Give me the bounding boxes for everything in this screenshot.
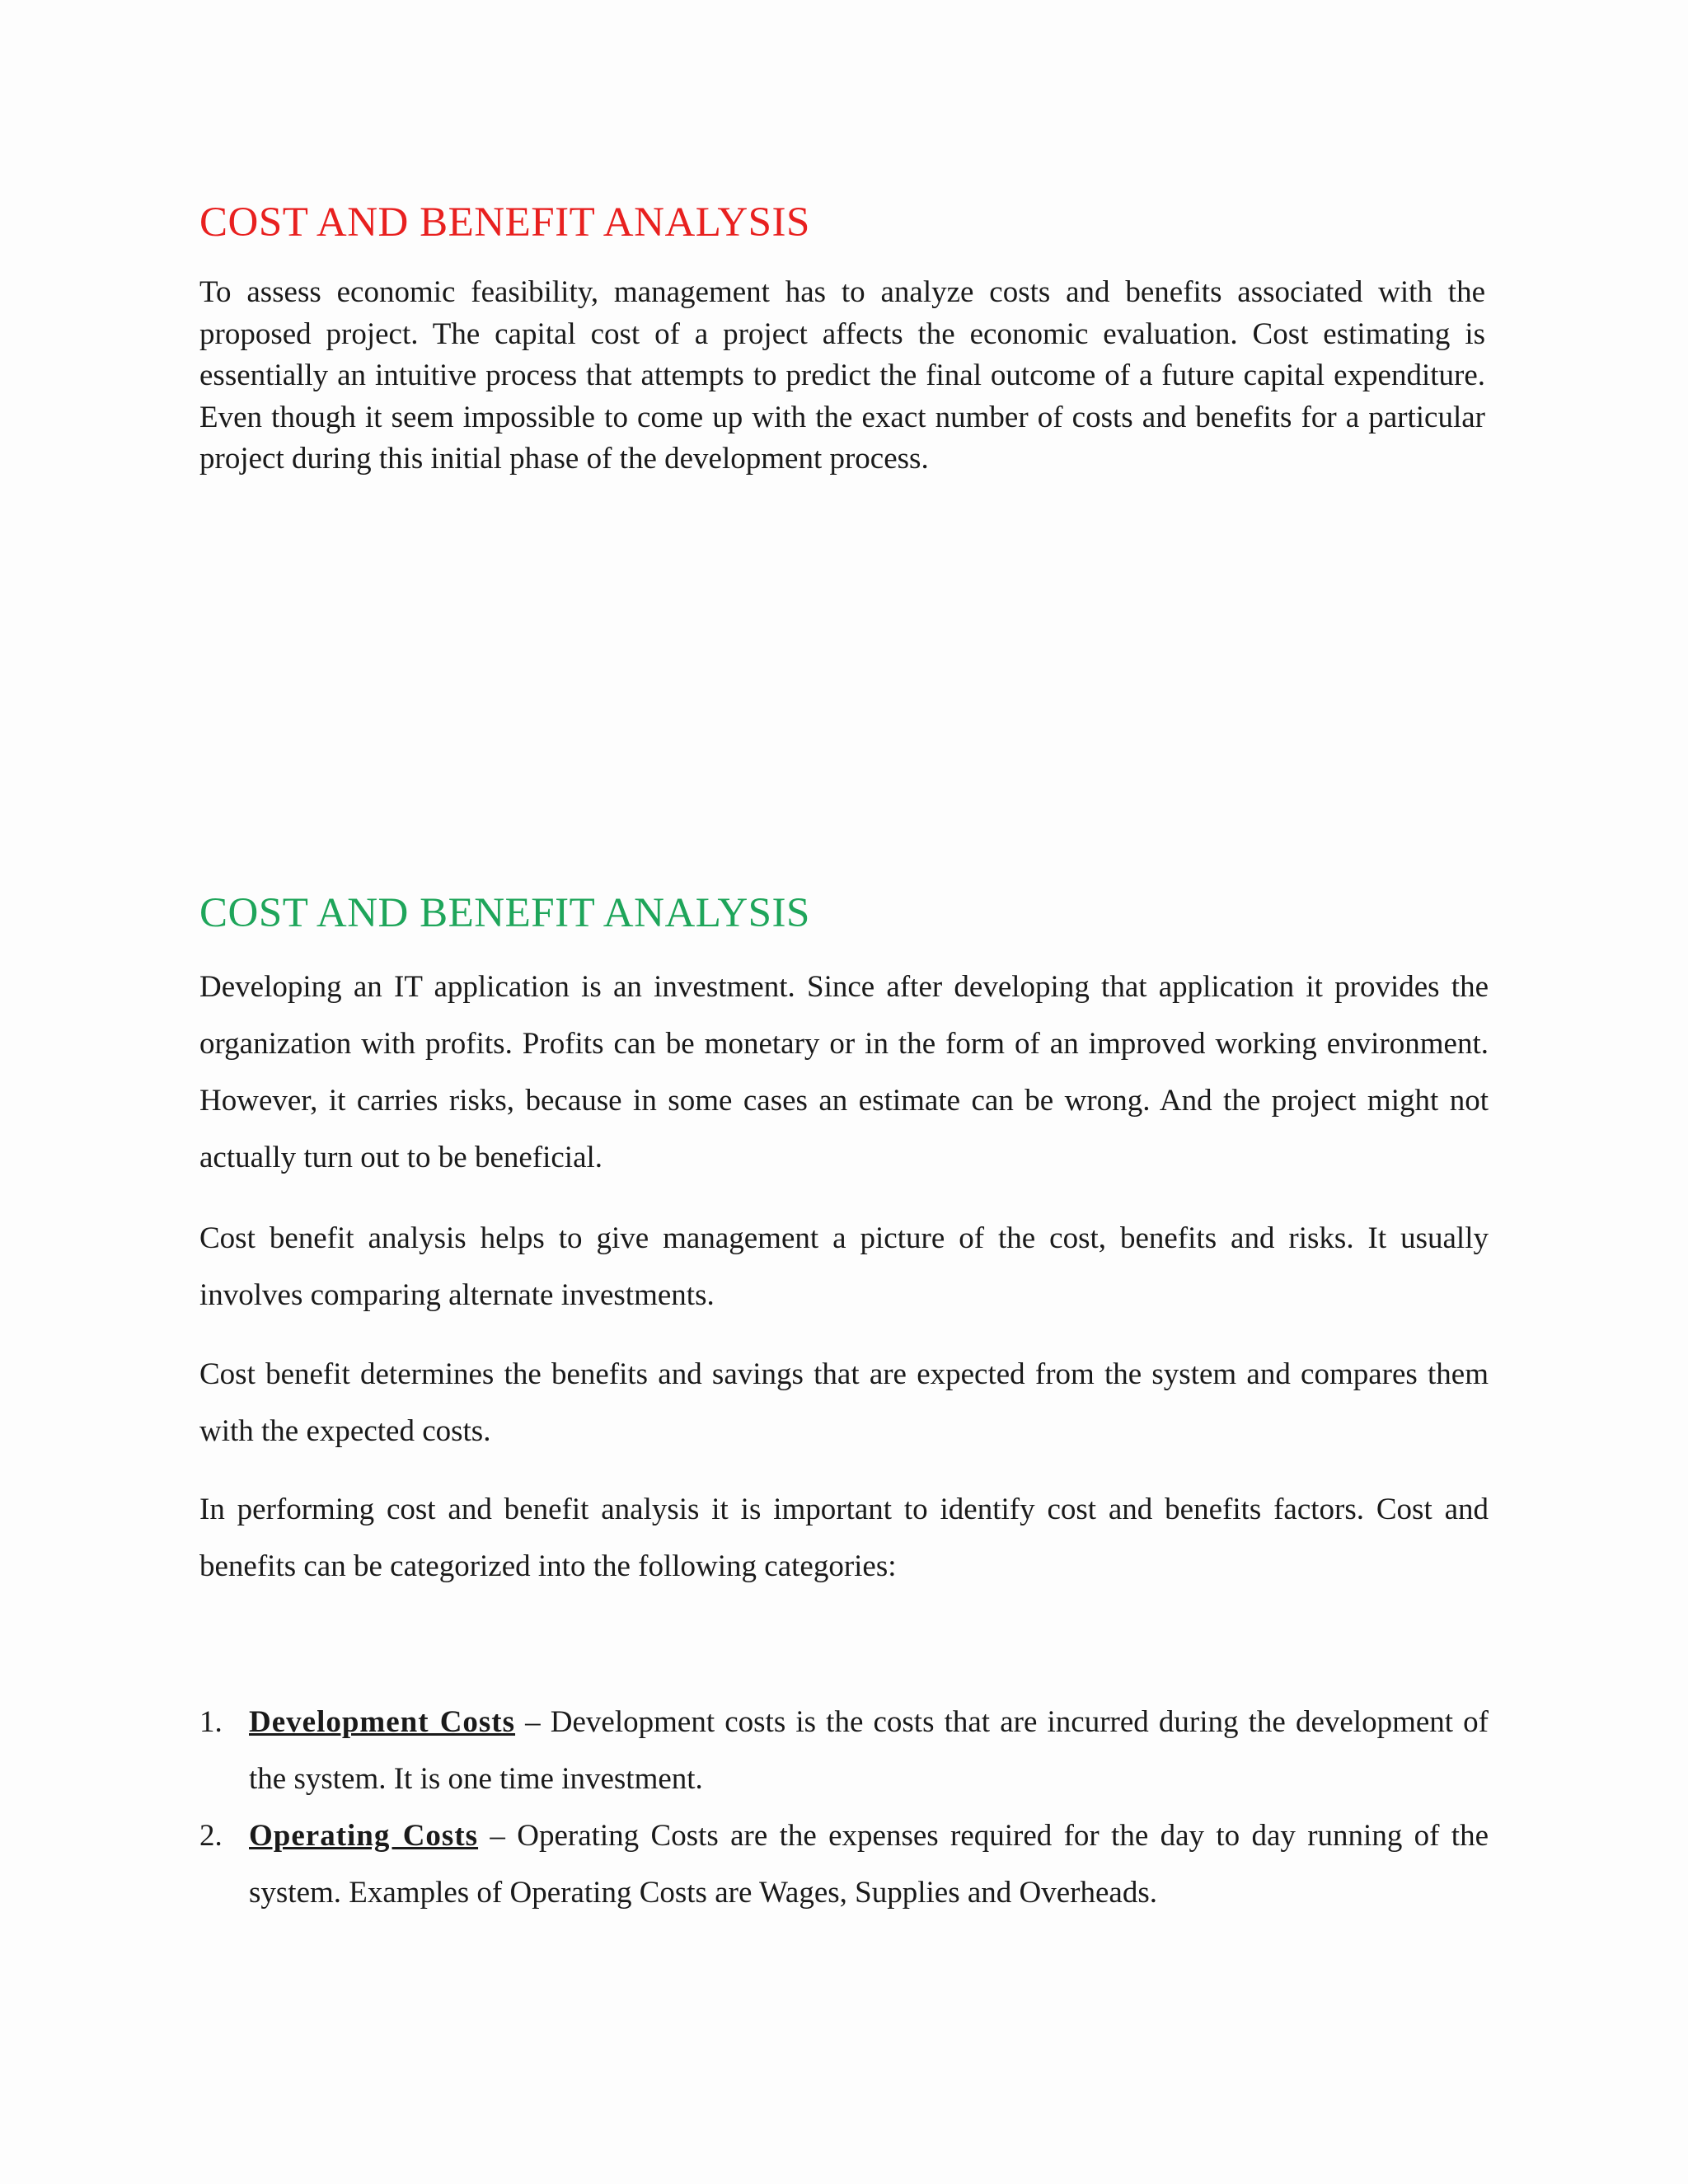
section-1-paragraph: To assess economic feasibility, management has to analyze costs and benefits associated with the proposed project. The capital cost of a project affects the economic evaluation. Cost estimating is essentially an intuitive process that attempts to predict the final outcome of a future capital expenditure. Even though it seem impossible to come up with the exact number of costs and benefits for a particular project during this initial phase of the development process. — [199, 275, 1485, 476]
list-item-separator: – — [515, 1705, 551, 1739]
list-item-separator: – — [478, 1819, 518, 1853]
section-2-paragraph-1: Developing an IT application is an investment. Since after developing that application it provides the organization with profits. Profits can be monetary or in the form of an improved working environment. However, it carries risks, because in some cases an estimate can be wrong. And the project might not actually turn out to be beneficial. — [199, 970, 1489, 1174]
list-item-number: 2. — [199, 1819, 223, 1853]
list-item-development-costs — [199, 1694, 1489, 1807]
list-item-term: Operating Costs — [249, 1819, 479, 1853]
cost-categories-list — [199, 1694, 1489, 1921]
list-item-number: 1. — [199, 1705, 223, 1739]
list-item-description: Operating Costs are the expenses required for the day to day running of the system. Examples of Operating Costs are Wages, Supplies and Overheads. — [249, 1819, 1489, 1910]
section-2-title: COST AND BENEFIT ANALYSIS — [199, 890, 810, 936]
section-2-paragraph-4: In performing cost and benefit analysis it is important to identify cost and benefits factors. Cost and benefits can be categorized into the following categories: — [199, 1493, 1489, 1583]
list-item-term: Development Costs — [249, 1705, 516, 1739]
section-2-paragraph-2: Cost benefit analysis helps to give management a picture of the cost, benefits and risks. It usually involves comparing alternate investments. — [199, 1221, 1489, 1312]
list-item-operating-costs — [199, 1807, 1489, 1921]
list-item-description: Development costs is the costs that are incurred during the development of the system. It is one time investment. — [249, 1705, 1489, 1796]
section-1-title: COST AND BENEFIT ANALYSIS — [199, 199, 810, 246]
section-2-paragraph-3: Cost benefit determines the benefits and savings that are expected from the system and compares them with the expected costs. — [199, 1357, 1489, 1448]
